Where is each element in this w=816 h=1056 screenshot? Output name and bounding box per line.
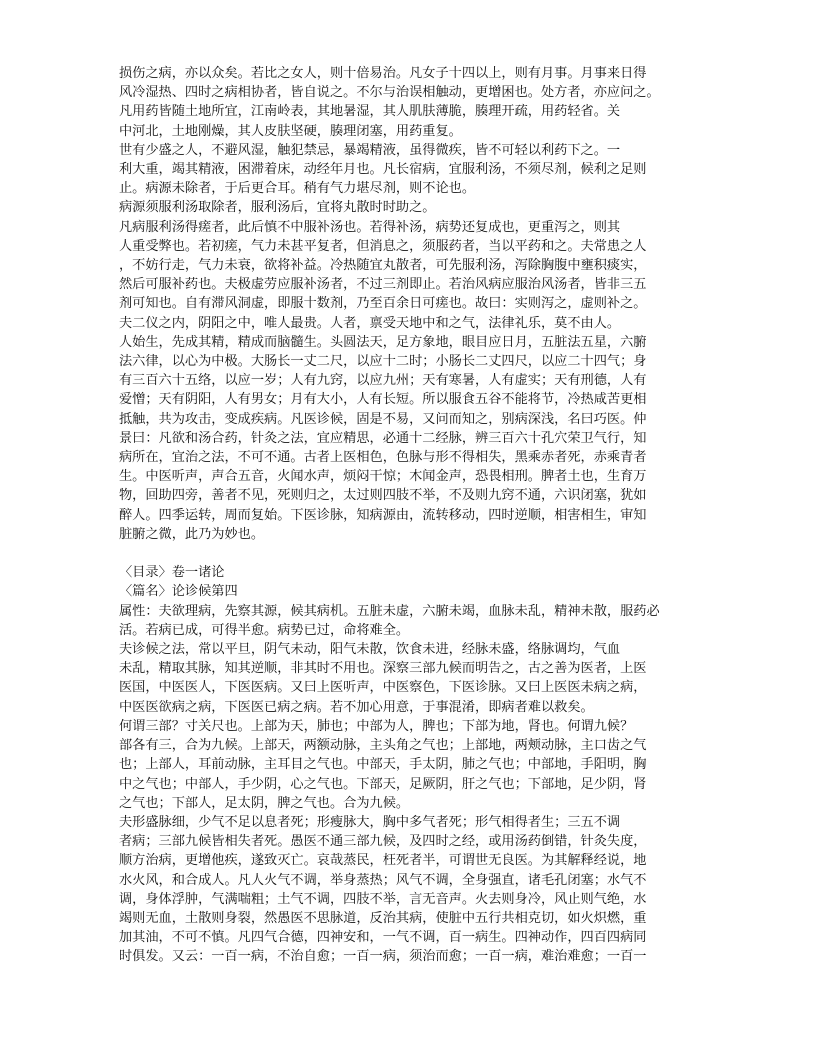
text-line: 夫形盛脉细，少气不足以息者死；形瘦脉大，胸中多气者死；形气相得者生；三五不调	[119, 814, 621, 830]
text-line: 部各有三，合为九候。上部天，两额动脉，主头角之气也；上部地，两颊动脉，主口齿之气	[119, 738, 647, 754]
text-line: 人重受弊也。若初瘥，气力未甚平复者，但消息之，须服药者，当以平药和之。夫常患之人	[119, 238, 647, 254]
text-line: 世有少盛之人，不避风湿，触犯禁忌，暴竭精液，虽得微疾，皆不可轻以利药下之。一	[119, 142, 621, 158]
text-line: 顺方治病，更增他疾，遂致灭亡。哀哉蒸民，枉死者半，可谓世无良医。为其解释经说，地	[119, 853, 647, 869]
text-line: 物，回助四旁，善者不见，死则归之，太过则四肢不举，不及则九窍不通，六识闭塞，犹如	[119, 488, 647, 504]
text-line: 凡病服利汤得瘥者，此后慎不中服补汤也。若得补汤，病势还复成也，更重泻之，则其	[119, 219, 621, 235]
text-line: 医国，中医医人，下医医病。又曰上医听声，中医察色，下医诊脉。又曰上医医未病之病，	[119, 680, 647, 696]
text-line: 抵触，共为攻击，变成疾病。凡医诊候，固是不易，又问而知之，别病深浅，名曰巧医。仲	[119, 411, 647, 427]
text-line: 生。中医听声，声合五音，火闻水声，烦闷干惊；木闻金声，恐畏相刑。脾者土也，生育万	[119, 469, 647, 485]
text-line: 者病；三部九候皆相失者死。愚医不通三部九候，及四时之经，或用汤药倒错，针灸失度，	[119, 834, 647, 850]
text-line: 凡用药皆随土地所宜，江南岭表，其地暑湿，其人肌肤薄脆，腠理开疏，用药轻省。关	[119, 104, 621, 120]
catalog-heading: 〈目录〉卷一诸论	[119, 565, 225, 581]
text-line: 爱憎；天有阴阳，人有男女；月有大小，人有长短。所以服食五谷不能将节，冷热咸苦更相	[119, 392, 647, 408]
text-line: ，不妨行走，气力未衰，欲将补益。冷热随宜丸散者，可先服利汤，泻除胸腹中壅积痰实，	[119, 258, 647, 274]
text-line: 中之气也；中部人，手少阴，心之气也。下部天，足厥阴，肝之气也；下部地，足少阴，肾	[119, 776, 647, 792]
text-line: 加其油，不可不慎。凡四气合德，四神安和，一气不调，百一病生。四神动作，四百四病同	[119, 930, 647, 946]
chapter-heading: 〈篇名〉论诊候第四	[119, 584, 238, 600]
text-line: 中医医欲病之病，下医医已病之病。若不加心用意，于事混淆，即病者难以救矣。	[119, 699, 594, 715]
text-line: 时俱发。又云：一百一病，不治自愈；一百一病，须治而愈；一百一病，难治难愈；一百一	[119, 949, 647, 965]
text-line: 活。若病已成，可得半愈。病势已过，命将难全。	[119, 622, 410, 638]
text-line: 中河北，土地刚燥，其人皮肤坚硬，腠理闭塞，用药重复。	[119, 123, 462, 139]
text-line: 竭则无血，土散则身裂，然愚医不思脉道，反治其病，使脏中五行共相克切，如火炽燃，重	[119, 910, 647, 926]
text-line: 利大重，竭其精液，困滞着床，动经年月也。凡长宿病，宜服利汤，不须尽剂，候利之足则	[119, 162, 647, 178]
text-line: 醉人。四季运转，周而复始。下医诊脉，知病源由，流转移动，四时逆顺，相害相生，审知	[119, 507, 647, 523]
text-line: 未乱，精取其脉，知其逆顺，非其时不用也。深察三部九候而明告之，古之善为医者，上医	[119, 661, 647, 677]
text-block-1	[119, 64, 699, 544]
text-line: 然后可服补药也。夫极虚劳应服补汤者，不过三剂即止。若治风病应服治风汤者，皆非三五	[119, 277, 647, 293]
text-line: 损伤之病，亦以众矣。若比之女人，则十倍易治。凡女子十四以上，则有月事。月事来日得	[119, 66, 647, 81]
text-line: 之气也；下部人，足太阴，脾之气也。合为九候。	[119, 795, 410, 811]
text-line: 病所在，宜治之法，不可不通。古者上医相色，色脉与形不得相失，黑乘赤者死，赤乘青者	[119, 450, 647, 466]
text-line: 也；上部人，耳前动脉，主耳目之气也。中部天，手太阴，肺之气也；中部地，手阳明，胸	[119, 757, 647, 773]
text-line: 景曰：凡欲和汤合药，针灸之法，宜应精思，必通十二经脉，辨三百六十孔穴荣卫气行，知	[119, 430, 647, 446]
text-line: 脏腑之微，此乃为妙也。	[119, 526, 265, 542]
text-line: 风冷湿热、四时之病相协者，皆自说之。不尔与治误相触动，更增困也。处方者，亦应问之。	[119, 85, 660, 101]
text-line: 病源须服利汤取除者，服利汤后，宜将丸散时时助之。	[119, 200, 436, 216]
text-line: 人始生，先成其精，精成而脑髓生。头圆法天，足方象地，眼目应日月，五脏法五星，六腑	[119, 334, 647, 350]
text-line: 调，身体浮肿，气满喘粗；土气不调，四肢不举，言无音声。火去则身冷，风止则气绝，水	[119, 891, 647, 907]
text-line: 剂可知也。自有滞风洞虚，即服十数剂，乃至百余日可瘥也。故曰：实则泻之，虚则补之。	[119, 296, 647, 312]
text-line: 法六律，以心为中极。大肠长一丈二尺，以应十二时；小肠长二丈四尺，以应二十四气；身	[119, 354, 647, 370]
document-page	[119, 64, 699, 967]
text-line: 水火风，和合成人。凡人火气不调，举身蒸热；风气不调，全身强直，诸毛孔闭塞；水气不	[119, 872, 647, 888]
text-line: 止。病源未除者，于后更合耳。稍有气力堪尽剂，则不论也。	[119, 181, 476, 197]
paragraph-gap	[119, 544, 699, 563]
text-block-2	[119, 602, 699, 967]
text-line: 夫诊候之法，常以平旦，阴气未动，阳气未散，饮食未进，经脉未盛，络脉调均，气血	[119, 642, 621, 658]
text-line: 有三百六十五络，以应一岁；人有九窍，以应九州；天有寒暑，人有虚实；天有刑德，人有	[119, 373, 647, 389]
text-line: 何谓三部？寸关尺也。上部为天，肺也；中部为人，脾也；下部为地，肾也。何谓九候？	[119, 718, 634, 734]
text-line: 夫二仪之内，阴阳之中，唯人最贵。人者，禀受天地中和之气，法律礼乐，莫不由人。	[119, 315, 621, 331]
text-line: 属性：夫欲理病，先察其源，候其病机。五脏未虚，六腑未竭，血脉未乱，精神未散，服药必	[119, 603, 660, 619]
